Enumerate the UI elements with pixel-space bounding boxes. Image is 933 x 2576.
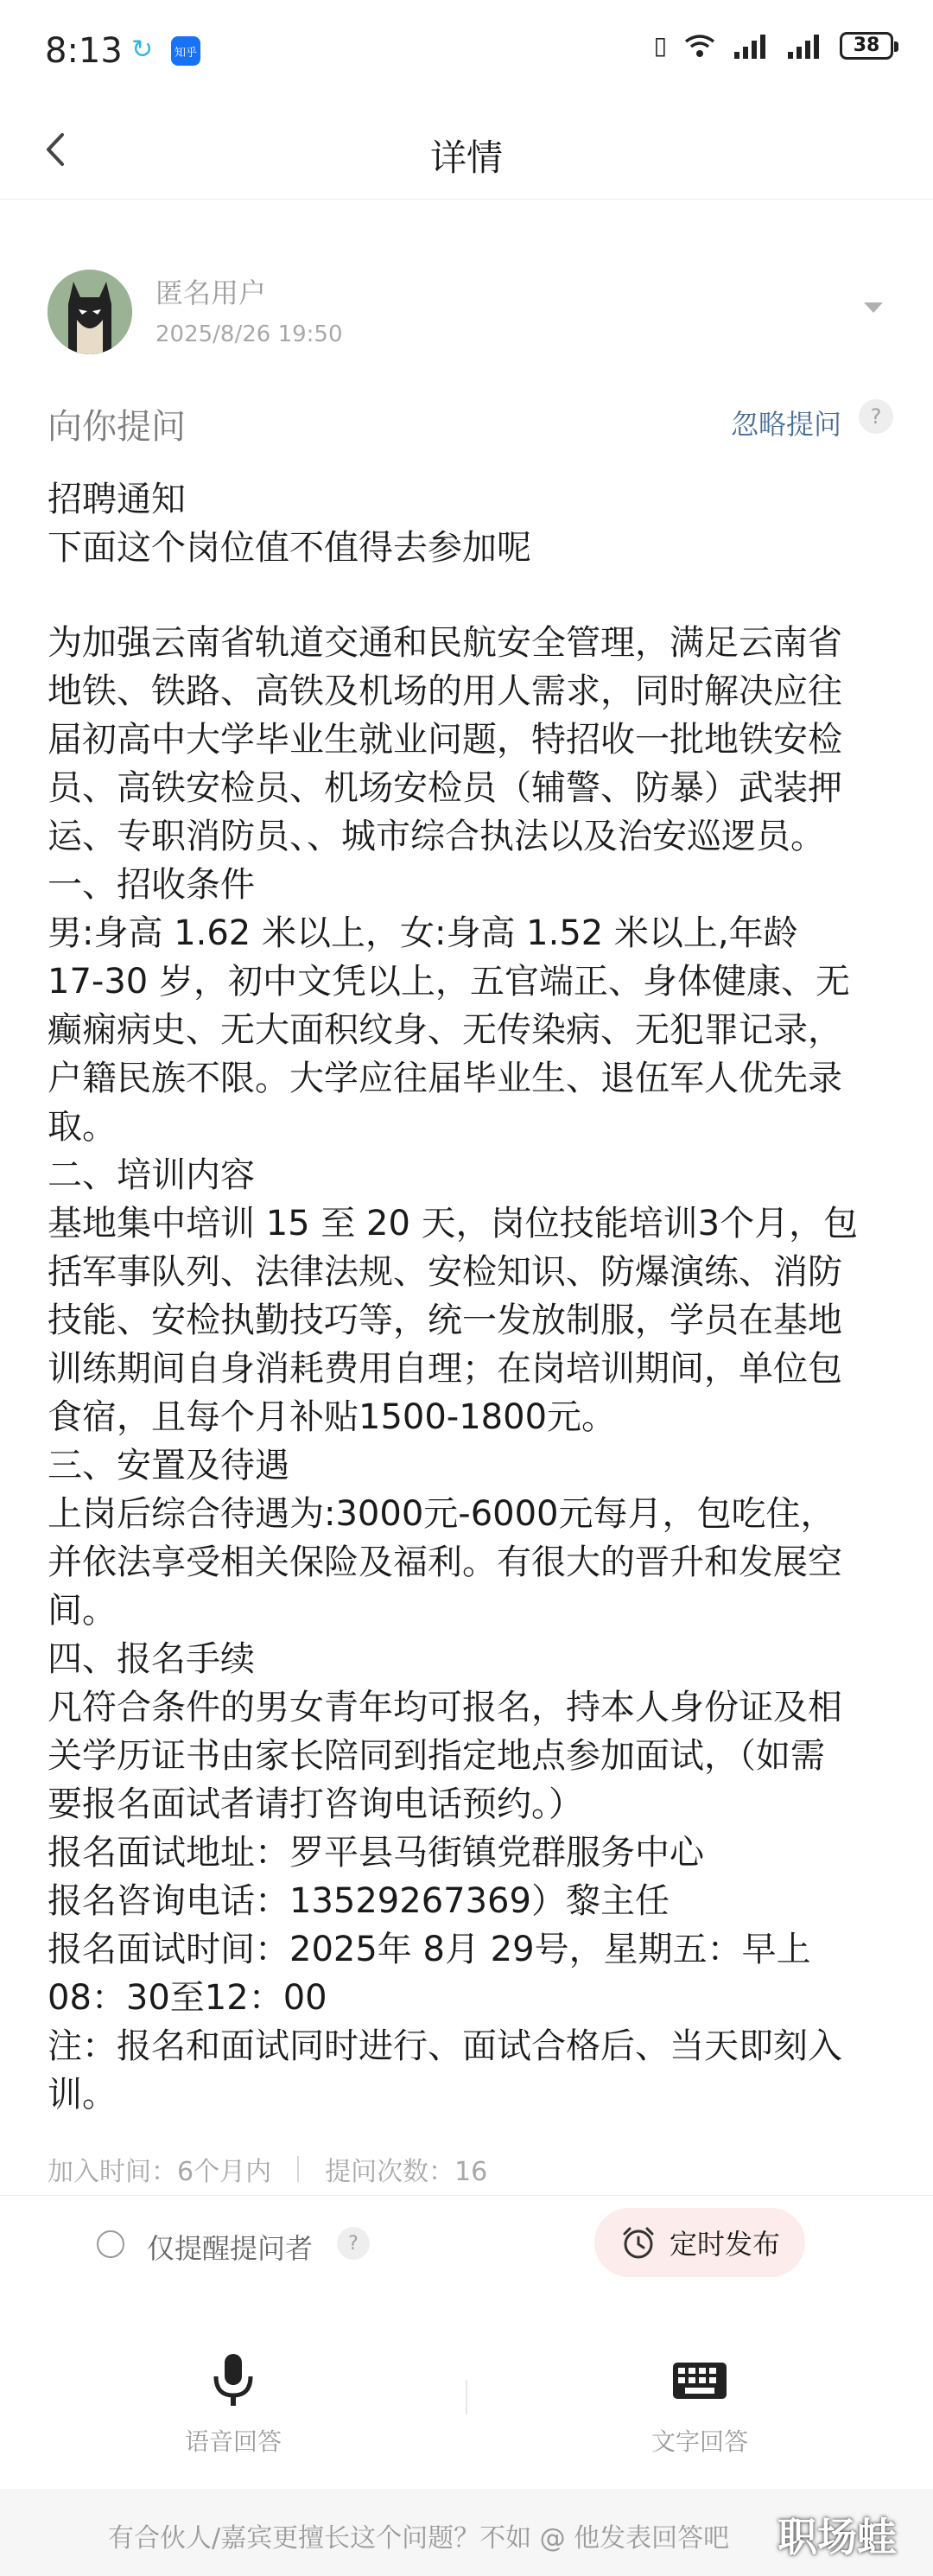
body-line: 食宿，且每个月补贴1500-1800元。 [48, 1397, 617, 1437]
watermark: 职场蛙 [778, 2514, 897, 2560]
schedule-label: 定时发布 [669, 2228, 780, 2261]
body-line: 注：报名和面试同时进行、面试合格后、当天即刻入 [48, 2026, 842, 2066]
body-line: 取。 [48, 1107, 117, 1147]
body-line: 报名面试地址：罗平县马街镇党群服务中心 [48, 1833, 704, 1873]
ignore-question-link[interactable]: 忽略提问 [731, 408, 842, 441]
body-line: 报名咨询电话：13529267369）黎主任 [48, 1881, 670, 1921]
body-line: 间。 [48, 1591, 117, 1631]
status-time: 8:13 [45, 31, 123, 71]
body-line: 届初高中大学毕业生就业问题，特招收一批地铁安检 [48, 720, 842, 760]
voice-answer-label: 语音回答 [184, 2427, 282, 2456]
body-line: 癫痫病史、无大面积纹身、无传染病、无犯罪记录， [48, 1010, 842, 1050]
dropdown-icon[interactable] [864, 302, 883, 313]
body-line: 员、高铁安检员、机场安检员（辅警、防暴）武装押 [48, 768, 842, 808]
body-line: 上岗后综合待遇为:3000元-6000元每月，包吃住， [48, 1494, 835, 1534]
status-bar [0, 0, 933, 104]
status-icons [654, 31, 893, 60]
meta-divider [297, 2156, 299, 2182]
body-line: 训。 [48, 2075, 117, 2115]
nav-bar [0, 104, 933, 200]
page-title: 详情 [429, 137, 503, 179]
body-line: 一、招收条件 [48, 865, 255, 905]
question-subtitle: 下面这个岗位值不值得去参加呢 [48, 528, 531, 568]
remind-label[interactable]: 仅提醒提问者 [147, 2232, 314, 2265]
avatar[interactable] [48, 270, 132, 354]
question-body [48, 619, 898, 2119]
battery-indicator: 38 [840, 32, 893, 60]
signal-icon [786, 33, 824, 59]
text-answer-label: 文字回答 [651, 2427, 748, 2456]
invite-text[interactable]: 有合伙人/嘉宾更擅长这个问题？不如 @ 他发表回答吧 [108, 2523, 730, 2554]
voice-answer-button[interactable] [147, 2350, 320, 2458]
body-line: 并依法享受相关保险及福利。有很大的晋升和发展空 [48, 1542, 842, 1582]
microphone-icon [207, 2350, 259, 2411]
wifi-icon [682, 33, 717, 59]
question-meta [48, 2150, 487, 2188]
answer-bar [0, 2299, 933, 2489]
body-line: 二、培训内容 [48, 1155, 255, 1195]
body-line: 要报名面试者请打咨询电话预约。） [48, 1784, 583, 1824]
body-line: 17-30 岁，初中文凭以上，五官端正、身体健康、无 [48, 962, 850, 1002]
ask-label: 向你提问 [48, 407, 186, 447]
signal-icon [733, 33, 771, 59]
body-line: 男:身高 1.62 米以上，女:身高 1.52 米以上,年龄 [48, 913, 798, 953]
body-line: 关学历证书由家长陪同到指定地点参加面试，（如需 [48, 1736, 825, 1776]
keyboard-icon [670, 2350, 730, 2411]
vibrate-icon: ▯ [653, 31, 667, 60]
body-line: 08：30至12：00 [48, 1978, 327, 2018]
body-line: 户籍民族不限。大学应往届毕业生、退伍军人优先录 [48, 1059, 842, 1098]
text-answer-button[interactable] [613, 2350, 786, 2458]
clock-icon [619, 2223, 657, 2261]
body-line: 四、报名手续 [48, 1639, 255, 1679]
body-line: 为加强云南省轨道交通和民航安全管理，满足云南省 [48, 623, 842, 663]
answer-options [0, 2195, 933, 2299]
question-title: 招聘通知 [48, 480, 186, 519]
app-badge: 知乎 [171, 36, 200, 66]
schedule-publish-button[interactable] [594, 2208, 805, 2277]
asker-name[interactable]: 匿名用户 [156, 277, 267, 309]
help-icon[interactable]: ? [859, 399, 893, 434]
body-line: 运、专职消防员、、城市综合执法以及治安巡逻员。 [48, 817, 825, 856]
body-line: 凡符合条件的男女青年均可报名，持本人身份证及相 [48, 1688, 842, 1727]
body-line: 括军事队列、法律法规、安检知识、防爆演练、消防 [48, 1252, 842, 1292]
body-line: 地铁、铁路、高铁及机场的用人需求，同时解决应往 [48, 671, 842, 711]
body-line: 报名面试时间：2025年 8月 29号，星期五：早上 [48, 1930, 811, 1969]
invite-footer[interactable] [0, 2489, 933, 2576]
join-time: 加入时间：6个月内 [48, 2157, 272, 2187]
remind-radio[interactable] [97, 2230, 124, 2258]
sync-icon: ↻ [131, 35, 154, 65]
body-line: 基地集中培训 15 至 20 天，岗位技能培训3个月，包 [48, 1204, 859, 1243]
batman-avatar-icon [48, 270, 132, 354]
body-line: 技能、安检执勤技巧等，统一发放制服，学员在基地 [48, 1301, 842, 1340]
help-icon[interactable]: ? [337, 2227, 370, 2260]
ask-count: 提问次数：16 [325, 2157, 488, 2187]
post-time: 2025/8/26 19:50 [156, 321, 343, 347]
body-line: 训练期间自身消耗费用自理；在岗培训期间，单位包 [48, 1349, 842, 1389]
answer-divider [466, 2380, 467, 2414]
body-line: 三、安置及待遇 [48, 1446, 289, 1485]
